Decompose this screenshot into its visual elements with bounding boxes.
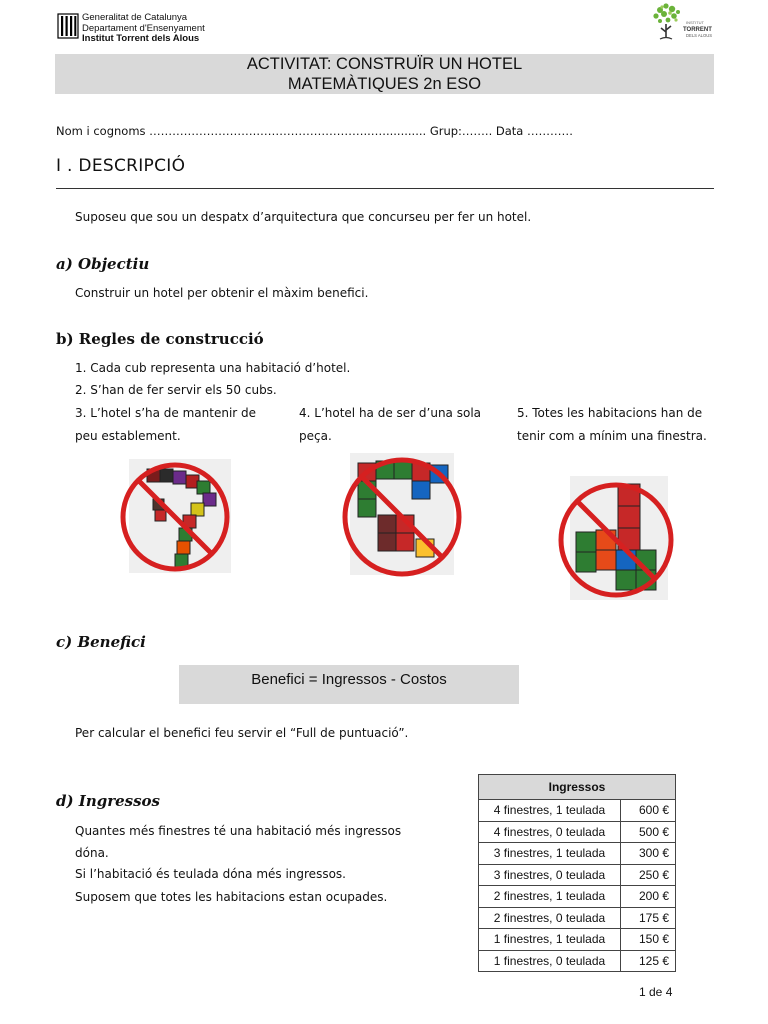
table-row	[479, 950, 676, 972]
row-desc: 4 finestres, 1 teulada	[479, 800, 621, 822]
table-row	[479, 929, 676, 951]
ingressos-table-header: Ingressos	[479, 775, 676, 800]
row-desc: 1 finestres, 1 teulada	[479, 929, 621, 951]
page-number: 1 de 4	[639, 985, 673, 999]
title-band	[55, 54, 714, 94]
table-row	[479, 907, 676, 929]
institution-line-3: Institut Torrent dels Alous	[82, 33, 200, 44]
rule-2: 2. S’han de fer servir els 50 cubs.	[75, 383, 277, 397]
table-row	[479, 843, 676, 865]
row-price: 600 €	[621, 800, 676, 822]
row-price: 125 €	[621, 950, 676, 972]
row-desc: 1 finestres, 0 teulada	[479, 950, 621, 972]
institution-line-1: Generalitat de Catalunya	[82, 12, 188, 23]
row-desc: 4 finestres, 0 teulada	[479, 821, 621, 843]
row-desc: 2 finestres, 0 teulada	[479, 907, 621, 929]
ingressos-table	[478, 774, 676, 972]
heading-regles: b) Regles de construcció	[56, 330, 264, 348]
table-row	[479, 800, 676, 822]
tree-logo-icon	[646, 2, 713, 48]
row-price: 150 €	[621, 929, 676, 951]
forbidden-sign-icon	[556, 480, 676, 600]
school-logo-text-1: INSTITUT	[686, 20, 704, 25]
table-row	[479, 864, 676, 886]
row-price: 250 €	[621, 864, 676, 886]
row-desc: 3 finestres, 1 teulada	[479, 843, 621, 865]
row-desc: 2 finestres, 1 teulada	[479, 886, 621, 908]
heading-objectiu: a) Objectiu	[56, 255, 150, 273]
row-price: 175 €	[621, 907, 676, 929]
benefici-note: Per calcular el benefici feu servir el “Full de puntuació”.	[75, 726, 409, 740]
benefit-formula: Benefici = Ingressos - Costos	[179, 665, 519, 704]
student-info-line: Nom i cognoms ………………………..………………………..…............ Grup:…….. Data …………	[56, 124, 574, 138]
school-logo-text-3: DELS ALOUS	[686, 33, 713, 38]
row-price: 200 €	[621, 886, 676, 908]
ingressos-line-3: Suposem que totes les habitacions estan ocupades.	[75, 890, 388, 904]
school-logo-text-2: TORRENT	[683, 27, 712, 33]
row-price: 500 €	[621, 821, 676, 843]
table-row	[479, 886, 676, 908]
objectiu-text: Construir un hotel per obtenir el màxim benefici.	[75, 286, 369, 300]
rule-5: 5. Totes les habitacions han de tenir com a mínim una finestra.	[517, 406, 707, 443]
ingressos-line-2: Si l’habitació és teulada dóna més ingressos.	[75, 867, 346, 881]
rule-4: 4. L’hotel ha de ser d’una sola peça.	[299, 406, 482, 443]
section-divider	[56, 188, 714, 189]
forbidden-sign-icon	[117, 459, 233, 575]
subject-title: MATEMÀTIQUES 2n ESO	[287, 75, 482, 93]
row-desc: 3 finestres, 0 teulada	[479, 864, 621, 886]
generalitat-logo	[58, 13, 258, 45]
rule-1: 1. Cada cub representa una habitació d’hotel.	[75, 361, 351, 375]
intro-text: Suposeu que sou un despatx d’arquitectura que concurseu per fer un hotel.	[75, 210, 532, 224]
generalitat-emblem-icon	[58, 14, 78, 38]
rule-3: 3. L’hotel s’ha de mantenir de peu establement.	[75, 406, 257, 443]
row-price: 300 €	[621, 843, 676, 865]
heading-benefici: c) Benefici	[56, 633, 146, 651]
school-logo	[646, 2, 713, 48]
forbidden-sign-icon	[340, 455, 464, 579]
activity-title: ACTIVITAT: CONSTRUÏR UN HOTEL	[246, 55, 523, 73]
section-heading-descripcio: I . DESCRIPCIÓ	[56, 156, 186, 176]
table-row	[479, 821, 676, 843]
institution-line-2: Departament d'Ensenyament	[82, 22, 205, 34]
heading-ingressos: d) Ingressos	[56, 792, 161, 810]
ingressos-line-1: Quantes més finestres té una habitació més ingressos dóna.	[75, 824, 402, 860]
